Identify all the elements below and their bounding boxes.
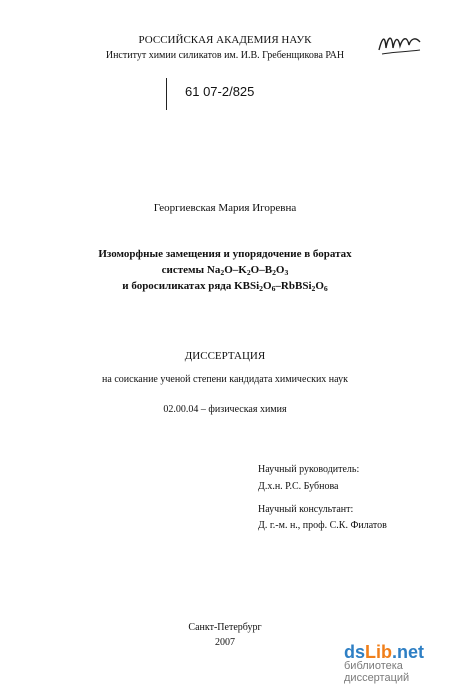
- title-line-2: системы $Na_2O-K_2O-B_2O_3$: [161, 264, 289, 277]
- institute-name: Институт химии силикатов им. И.В. Гребенщикова РАН: [105, 50, 345, 61]
- dissertation-specialty: 02.00.04 – физическая химия: [163, 404, 287, 415]
- watermark-logo: [344, 642, 450, 684]
- handwritten-signature: [376, 28, 424, 58]
- author-name: Георгиевская Мария Игоревна: [153, 202, 297, 214]
- watermark-brand-net: .net: [392, 642, 425, 662]
- title-line-1: Изоморфные замещения и упорядочение в боратах: [98, 248, 352, 260]
- dissertation-type: ДИССЕРТАЦИЯ: [184, 350, 266, 362]
- archive-number: 61 07-2/825: [185, 84, 255, 99]
- watermark-subtitle: библиотека диссертаций: [344, 660, 410, 684]
- year: 2007: [215, 637, 235, 648]
- watermark-brand-ds: ds: [344, 642, 366, 662]
- consultant-name: Д. г.-м. н., проф. С.К. Филатов: [258, 520, 387, 531]
- academy-name: РОССИЙСКАЯ АКАДЕМИЯ НАУК: [138, 34, 312, 46]
- title-line-2-text: системы Na: [161, 264, 221, 276]
- advisor-name: Д.х.н. Р.С. Бубнова: [258, 481, 339, 492]
- title-line-3: и боросиликатах ряда $KBSi_2O_6-RbBSi_2O_6$: [122, 280, 328, 293]
- archive-stamp-line: [166, 78, 167, 110]
- city: Санкт-Петербург: [188, 622, 262, 633]
- advisor-label: Научный руководитель:: [258, 464, 360, 475]
- watermark-brand-lib: Lib: [365, 642, 393, 662]
- dissertation-purpose: на соискание ученой степени кандидата химических наук: [102, 374, 348, 385]
- title-line-3-text: и боросиликатах ряда KBSi: [122, 280, 260, 292]
- consultant-label: Научный консультант:: [258, 504, 354, 515]
